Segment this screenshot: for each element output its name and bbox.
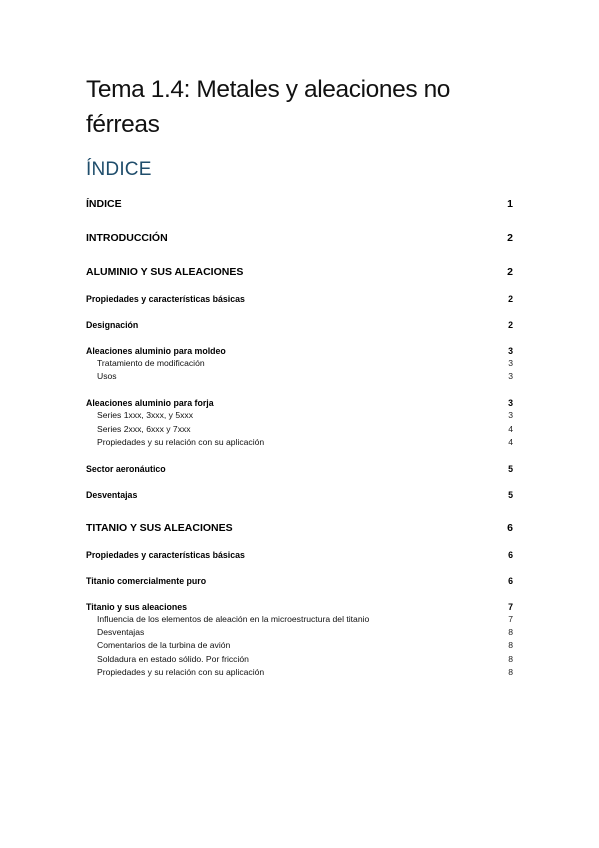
- toc-entry[interactable]: [86, 489, 513, 501]
- toc-entry-page-number: 2: [508, 294, 513, 304]
- toc-entry[interactable]: [86, 345, 513, 357]
- toc-entry-page-number: 8: [508, 653, 513, 664]
- table-of-contents: [86, 198, 513, 679]
- toc-entry[interactable]: [86, 549, 513, 561]
- toc-entry-title: Aleaciones aluminio para moldeo: [86, 346, 226, 356]
- toc-entry-title: ÍNDICE: [86, 198, 122, 210]
- toc-entry-title: TITANIO Y SUS ALEACIONES: [86, 522, 233, 535]
- toc-entry[interactable]: [86, 423, 513, 436]
- toc-entry[interactable]: [86, 575, 513, 587]
- toc-entry-page-number: 7: [508, 602, 513, 613]
- toc-entry-title: Series 2xxx, 6xxx y 7xxx: [97, 423, 191, 434]
- toc-entry-page-number: 1: [507, 198, 513, 210]
- toc-entry-page-number: 3: [508, 398, 513, 409]
- toc-entry-title: Desventajas: [86, 490, 138, 501]
- toc-entry-title: Tratamiento de modificación: [97, 358, 205, 368]
- toc-entry-title: Propiedades y su relación con su aplicación: [97, 666, 265, 677]
- toc-entry-title: Usos: [97, 371, 117, 382]
- toc-entry-page-number: 8: [508, 627, 513, 638]
- toc-entry-page-number: 8: [508, 666, 513, 677]
- toc-entry[interactable]: [86, 639, 513, 652]
- toc-entry-page-number: 3: [508, 358, 513, 368]
- toc-entry[interactable]: [86, 666, 513, 679]
- toc-entry[interactable]: [86, 601, 513, 613]
- title-line-2: férreas: [86, 111, 160, 138]
- index-heading: ÍNDICE: [86, 159, 152, 180]
- toc-entry-title: Propiedades y su relación con su aplicación: [97, 436, 265, 447]
- toc-entry-page-number: 5: [508, 490, 513, 501]
- toc-entry[interactable]: [86, 370, 513, 383]
- title-line-1: Tema 1.4: Metales y aleaciones no: [86, 76, 451, 103]
- toc-entry[interactable]: [86, 293, 513, 305]
- toc-entry-page-number: 3: [508, 346, 513, 356]
- toc-entry[interactable]: [86, 319, 513, 331]
- toc-entry[interactable]: [86, 409, 513, 422]
- toc-entry-page-number: 3: [508, 410, 513, 421]
- toc-entry-title: INTRODUCCIÓN: [86, 232, 168, 244]
- toc-entry-page-number: 4: [508, 436, 513, 447]
- toc-entry[interactable]: [86, 613, 513, 626]
- toc-entry-page-number: 2: [507, 266, 513, 278]
- toc-entry-page-number: 4: [508, 423, 513, 434]
- toc-entry-title: Comentarios de la turbina de avión: [97, 640, 231, 651]
- toc-entry-title: Soldadura en estado sólido. Por fricción: [97, 653, 249, 664]
- toc-entry[interactable]: [86, 266, 513, 279]
- toc-entry-title: Sector aeronáutico: [86, 464, 166, 475]
- toc-entry-page-number: 7: [508, 614, 513, 625]
- toc-entry[interactable]: [86, 436, 513, 449]
- toc-entry-title: Propiedades y características básicas: [86, 294, 245, 304]
- toc-entry-title: Titanio y sus aleaciones: [86, 602, 188, 613]
- toc-entry-title: Titanio comercialmente puro: [86, 576, 207, 587]
- toc-entry-title: ALUMINIO Y SUS ALEACIONES: [86, 266, 244, 278]
- toc-entry[interactable]: [86, 198, 513, 211]
- document-title: [86, 72, 513, 142]
- toc-entry-title: Designación: [86, 320, 139, 330]
- toc-entry-title: Series 1xxx, 3xxx, y 5xxx: [97, 410, 193, 421]
- toc-entry[interactable]: [86, 397, 513, 409]
- toc-entry-title: Influencia de los elementos de aleación en la microestructura del titanio: [97, 614, 370, 625]
- toc-entry-page-number: 6: [508, 576, 513, 587]
- toc-entry-title: Aleaciones aluminio para forja: [86, 398, 214, 409]
- toc-entry[interactable]: [86, 357, 513, 370]
- toc-entry-page-number: 5: [508, 464, 513, 475]
- toc-entry[interactable]: [86, 653, 513, 666]
- toc-entry[interactable]: [86, 626, 513, 639]
- toc-entry-page-number: 6: [508, 550, 513, 561]
- toc-entry-page-number: 8: [508, 640, 513, 651]
- toc-entry[interactable]: [86, 463, 513, 475]
- toc-entry-page-number: 6: [507, 522, 513, 535]
- toc-entry-page-number: 2: [507, 232, 513, 244]
- toc-entry-page-number: 2: [508, 320, 513, 330]
- toc-entry-title: Desventajas: [97, 627, 145, 638]
- document-page: [86, 72, 513, 679]
- toc-entry-page-number: 3: [508, 371, 513, 382]
- toc-entry[interactable]: [86, 232, 513, 245]
- toc-entry-title: Propiedades y características básicas: [86, 550, 245, 561]
- toc-entry[interactable]: [86, 522, 513, 535]
